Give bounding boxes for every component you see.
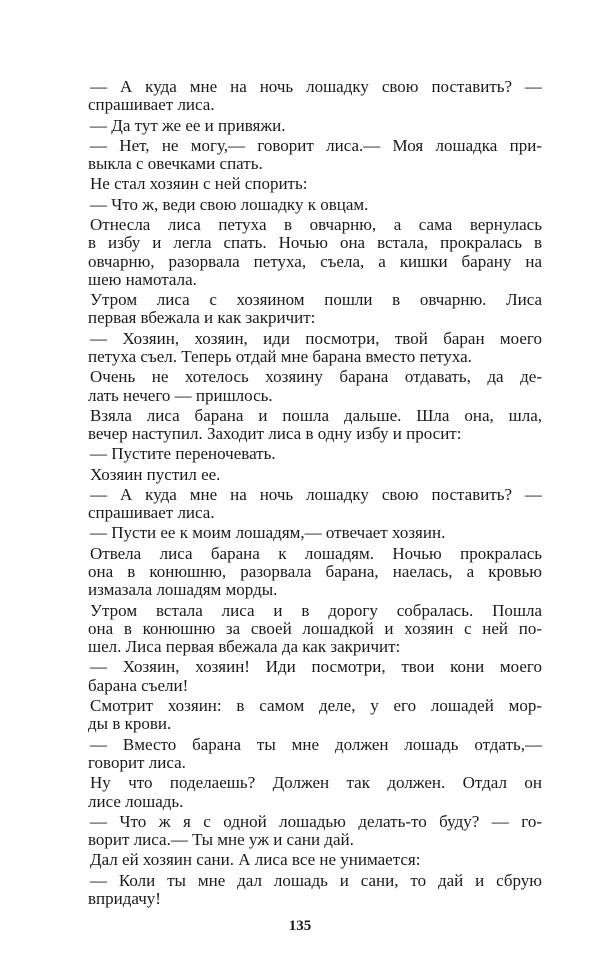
paragraph — [88, 445, 542, 463]
paragraph — [88, 291, 542, 328]
text-line: первая вбежала и как закричит: — [88, 308, 316, 328]
text-line: спрашивает лиса. — [88, 95, 215, 115]
paragraph — [88, 697, 542, 734]
page-body-text — [88, 78, 542, 908]
paragraph — [88, 602, 542, 657]
page-number: 135 — [288, 918, 312, 934]
text-line: овчарню, разорвала петуха, съела, а кишки барану на — [88, 251, 542, 271]
text-line: Взяла лиса барана и пошла дальше. Шла она, шла, — [90, 405, 542, 425]
text-line: измазала лошадям морды. — [88, 580, 278, 600]
text-line: — Пустите переночевать. — [90, 444, 276, 464]
text-line: Не стал хозяин с ней спорить: — [90, 174, 308, 194]
paragraph — [88, 813, 542, 850]
text-line: Ну что поделаешь? Должен так должен. Отдал он — [90, 773, 542, 793]
paragraph — [88, 851, 542, 869]
text-line: — Хозяин, хозяин! Иди посмотри, твои кони моего — [90, 657, 542, 677]
paragraph — [88, 407, 542, 444]
text-line: спрашивает лиса. — [88, 503, 215, 523]
paragraph — [88, 330, 542, 367]
text-line: Смотрит хозяин: в самом деле, у его лошадей мор- — [90, 696, 542, 716]
text-line: в избу и легла спать. Ночью она встала, прокралась в — [88, 233, 542, 253]
text-line: вечер наступил. Заходит лиса в одну избу и просит: — [88, 424, 462, 444]
text-line: шею намотала. — [88, 269, 197, 289]
paragraph — [88, 216, 542, 290]
text-line: ворит лиса.— Ты мне уж и сани дай. — [88, 830, 354, 850]
text-line: говорит лиса. — [88, 753, 186, 773]
paragraph — [88, 486, 542, 523]
text-line: Дал ей хозяин сани. А лиса все не унимается: — [90, 850, 421, 870]
text-line: Отнесла лиса петуха в овчарню, а сама вернулась — [90, 214, 542, 234]
paragraph — [88, 466, 542, 484]
text-line: — Коли ты мне дал лошадь и сани, то дай и сбрую — [90, 870, 542, 890]
text-line: ды в крови. — [88, 714, 172, 734]
paragraph — [88, 872, 542, 909]
text-line: она в конюшню, разорвала барана, наелась, а кровью — [88, 561, 542, 581]
text-line: лать нечего — пришлось. — [88, 385, 273, 405]
text-line: выкла с овечками спать. — [88, 154, 263, 174]
text-line: — Что ж я с одной лошадью делать-то буду? — го- — [90, 811, 542, 831]
text-line: — Хозяин, хозяин, иди посмотри, твой баран моего — [90, 328, 542, 348]
text-line: Отвела лиса барана к лошадям. Ночью прокралась — [90, 543, 542, 563]
paragraph — [88, 368, 542, 405]
text-line: — А куда мне на ночь лошадку свою поставить? — — [90, 484, 542, 504]
paragraph — [88, 774, 542, 811]
text-line: она в конюшню за своей лошадкой и хозяин с ней по- — [88, 618, 542, 638]
paragraph — [88, 175, 542, 193]
paragraph — [88, 117, 542, 135]
text-line: — Нет, не могу,— говорит лиса.— Моя лошадка при- — [90, 135, 542, 155]
paragraph — [88, 524, 542, 542]
text-line: — Вместо барана ты мне должен лошадь отдать,— — [90, 734, 542, 754]
text-line: барана съели! — [88, 675, 189, 695]
paragraph — [88, 78, 542, 115]
text-line: — Что ж, веди свою лошадку к овцам. — [90, 194, 369, 214]
paragraph — [88, 137, 542, 174]
text-line: Хозяин пустил ее. — [90, 464, 221, 484]
text-line: лисе лошадь. — [88, 791, 184, 811]
paragraph — [88, 545, 542, 600]
paragraph — [88, 196, 542, 214]
text-line: — А куда мне на ночь лошадку свою поставить? — — [90, 77, 542, 96]
text-line: — Да тут же ее и привяжи. — [90, 115, 286, 135]
text-line: Очень не хотелось хозяину барана отдавать, да де- — [90, 367, 542, 387]
text-line: Утром встала лиса и в дорогу собралась. Пошла — [90, 600, 542, 620]
text-line: — Пусти ее к моим лошадям,— отвечает хозяин. — [90, 523, 446, 543]
paragraph — [88, 736, 542, 773]
text-line: шел. Лиса первая вбежала да как закричит: — [88, 637, 401, 657]
text-line: петуха съел. Теперь отдай мне барана вместо петуха. — [88, 347, 472, 367]
text-line: Утром лиса с хозяином пошли в овчарню. Лиса — [90, 290, 542, 310]
text-line: впридачу! — [88, 888, 161, 908]
paragraph — [88, 658, 542, 695]
